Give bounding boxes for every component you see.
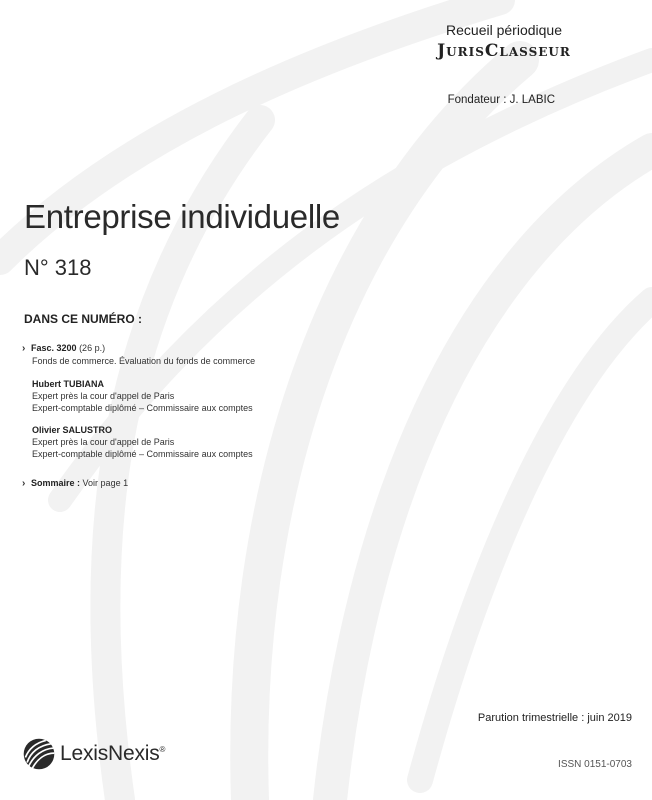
author-entry xyxy=(22,378,253,414)
founder-line: Fondateur : J. LABIC xyxy=(447,94,555,106)
author-role: Expert-comptable diplômé – Commissaire aux comptes xyxy=(32,449,253,459)
publication-kicker: Recueil périodique xyxy=(446,22,562,38)
summary-entry xyxy=(22,477,128,490)
fasc-pages: (26 p.) xyxy=(79,343,106,353)
author-role: Expert près la cour d'appel de Paris xyxy=(32,437,175,447)
publisher-logo xyxy=(22,737,165,771)
issn-line: ISSN 0151-0703 xyxy=(558,759,632,770)
chevron-right-icon: › xyxy=(22,478,26,489)
fasc-entry xyxy=(22,342,255,367)
publisher-name xyxy=(60,742,165,766)
author-role: Expert près la cour d'appel de Paris xyxy=(32,391,175,401)
fasc-subject: Fonds de commerce. Évaluation du fonds de commerce xyxy=(32,356,256,366)
author-role: Expert-comptable diplômé – Commissaire aux comptes xyxy=(32,403,253,413)
registered-mark: ® xyxy=(159,745,166,754)
publisher-name-text: LexisNexis xyxy=(60,742,160,765)
issue-number: N° 318 xyxy=(24,255,92,280)
author-name: Olivier SALUSTRO xyxy=(32,425,113,435)
fasc-label: Fasc. 3200 xyxy=(31,343,77,353)
parution-line: Parution trimestrielle : juin 2019 xyxy=(477,712,632,724)
publication-header xyxy=(404,22,604,61)
summary-text: Voir page 1 xyxy=(82,478,129,488)
summary-label: Sommaire : xyxy=(31,478,81,488)
contents-heading: DANS CE NUMÉRO : xyxy=(24,312,143,326)
publication-brand: JurisClasseur xyxy=(437,41,571,61)
author-name: Hubert TUBIANA xyxy=(32,379,104,389)
author-entry xyxy=(22,424,253,460)
lexisnexis-logo-icon xyxy=(22,737,56,771)
page-title: Entreprise individuelle xyxy=(24,198,340,235)
chevron-right-icon: › xyxy=(22,343,26,354)
